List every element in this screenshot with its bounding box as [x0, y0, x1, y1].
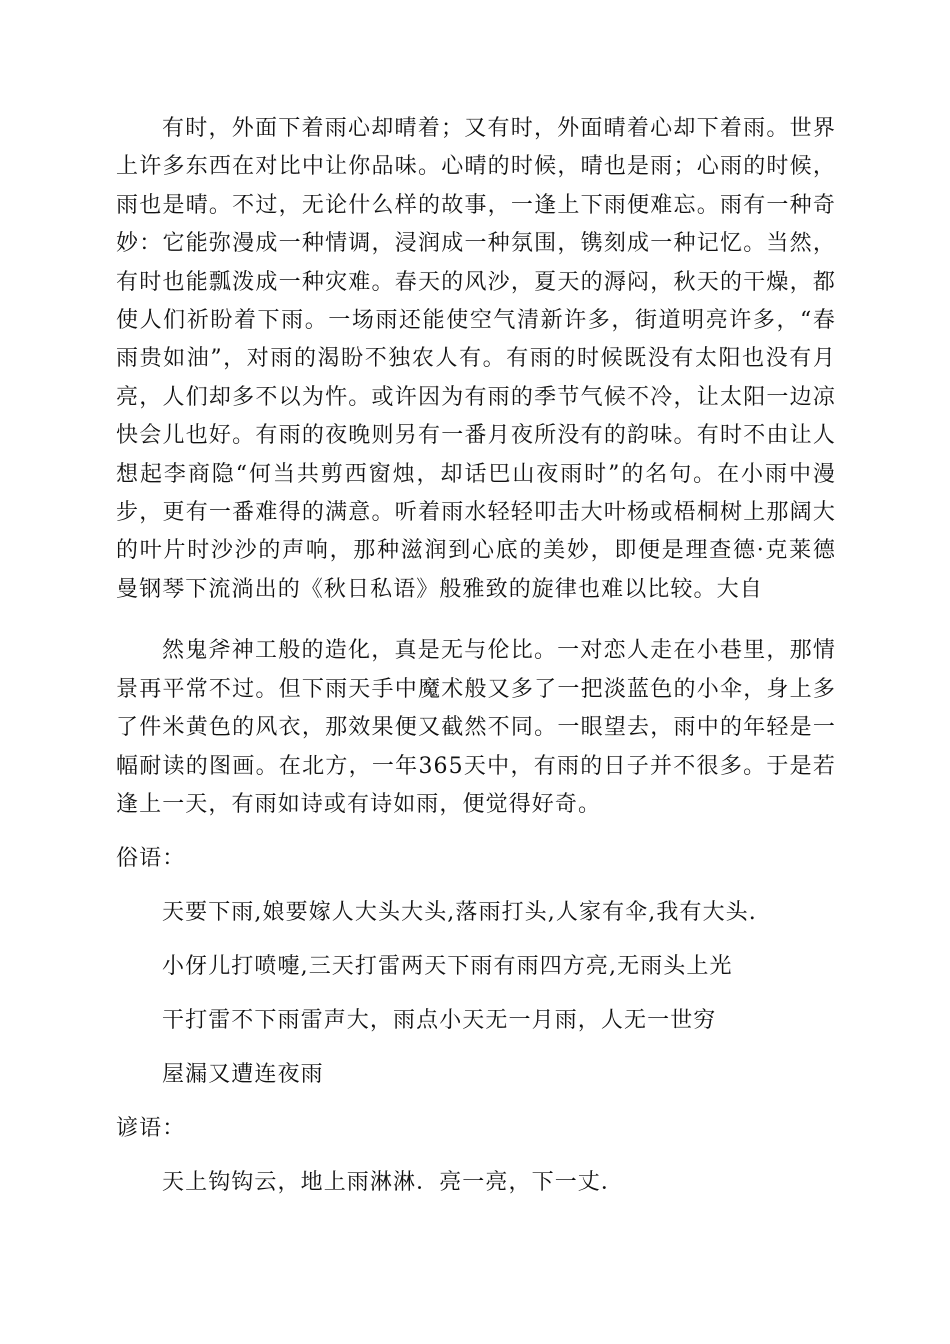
saying-line: 屋漏又遭连夜雨 — [162, 1062, 324, 1088]
saying-line: 天要下雨,娘要嫁人大头大头,落雨打头,人家有伞,我有大头. — [162, 900, 757, 926]
saying-line: 干打雷不下雨雷声大，雨点小天无一月雨，人无一世穷 — [162, 1008, 717, 1034]
saying-line: 小伢儿打喷嚏,三天打雷两天下雨有雨四方亮,无雨头上光 — [162, 954, 733, 980]
proverb-line: 天上钩钩云，地上雨淋淋．亮一亮，下一丈． — [162, 1170, 625, 1196]
paragraph-rain-essay-part-1: 有时，外面下着雨心却晴着；又有时，外面晴着心却下着雨。世界上许多东西在对比中让你品味。心晴的时候，晴也是雨；心雨的时候，雨也是晴。不过，无论什么样的故事，一逢上下雨便难忘。雨有一种奇妙：它能弥漫成一种情调，浸润成一种氛围，镌刻成一种记忆。当然，有时也能瓢泼成一种灾难。春天的风沙，夏天的溽闷，秋天的干燥，都使人们祈盼着下雨。一场雨还能使空气清新许多，街道明亮许多，“春雨贵如油”，对雨的渴盼不独农人有。有雨的时候既没有太阳也没有月亮，人们却多不以为忤。或许因为有雨的季节气候不冷，让太阳一边凉快会儿也好。有雨的夜晚则另有一番月夜所没有的韵味。有时不由让人想起李商隐“何当共剪西窗烛，却话巴山夜雨时”的名句。在小雨中漫步，更有一番难得的满意。听着雨水轻轻叩击大叶杨或梧桐树上那阔大的叶片时沙沙的声响，那种滋润到心底的美妙，即便是理查德·克莱德曼钢琴下流淌出的《秋日私语》般雅致的旋律也难以比较。大自 — [116, 116, 836, 602]
document-body — [116, 110, 836, 1218]
heading-common-sayings: 俗语： — [116, 846, 186, 872]
heading-proverbs: 谚语： — [116, 1116, 186, 1142]
paragraph-rain-essay-part-2: 然鬼斧神工般的造化，真是无与伦比。一对恋人走在小巷里，那情景再平常不过。但下雨天手中魔术般又多了一把淡蓝色的小伞，身上多了件米黄色的风衣，那效果便又截然不同。一眼望去，雨中的年轻是一幅耐读的图画。在北方，一年365天中，有雨的日子并不很多。于是若逢上一天，有雨如诗或有诗如雨，便觉得好奇。 — [116, 638, 836, 817]
